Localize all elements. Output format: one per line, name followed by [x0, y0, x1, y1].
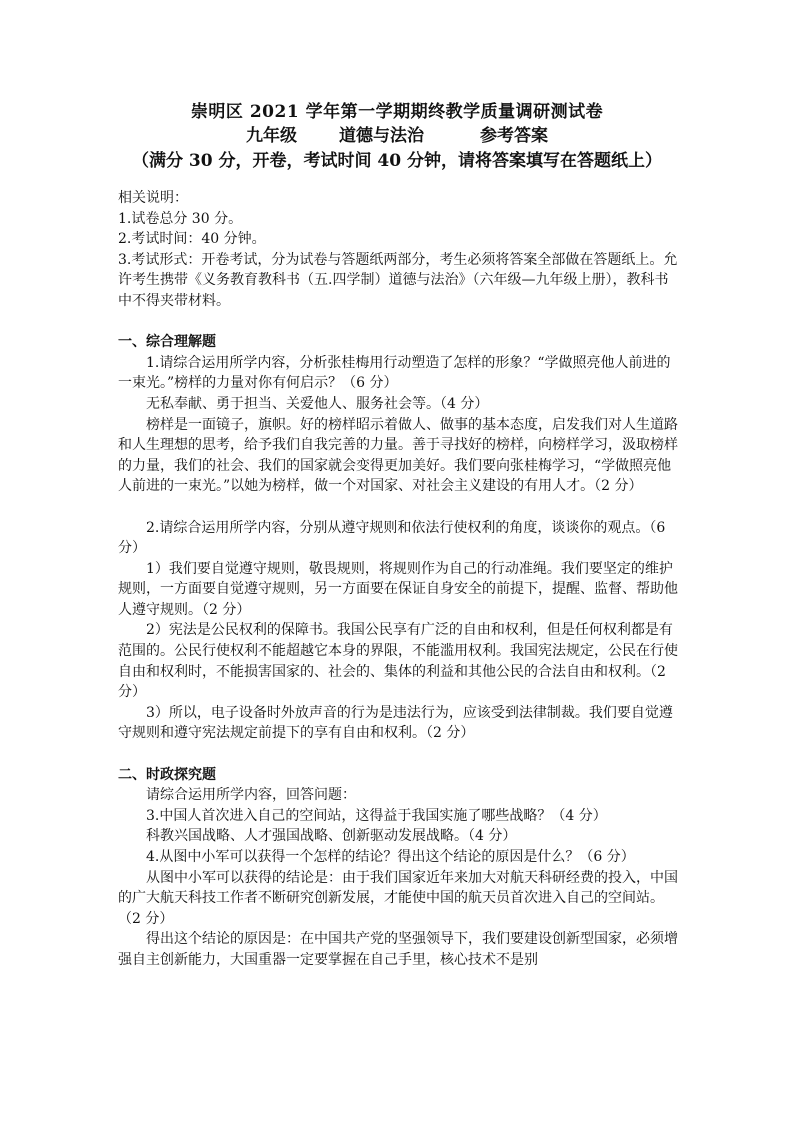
- answer-4-part2: 得出这个结论的原因是：在中国共产党的坚强领导下，我们要建设创新型国家，必须增强自主创新能力，大国重器一定要掌握在自己手里，核心技术不是别: [118, 931, 678, 968]
- answer-1-part1: 无私奉献、勇于担当、关爱他人、服务社会等。（4 分）: [146, 395, 489, 412]
- answer-2-part2: 2）宪法是公民权利的保障书。我国公民享有广泛的自由和权利，但是任何权利都是有范围的。公民行使权利不能超越它本身的界限，不能滥用权利。我国宪法规定，公民在行使自由和权利时，不能损害国家的、社会的、集体的利益和其他公民的合法自由和权利。（2 分）: [118, 622, 678, 701]
- exam-note: （满分 30 分，开卷，考试时间 40 分钟，请将答案填写在答题纸上）: [132, 151, 662, 171]
- question-1: 1.请综合运用所学内容，分析张桂梅用行动塑造了怎样的形象？“学做照亮他人前进的一束光。”榜样的力量对你有何启示？（6 分）: [118, 354, 671, 392]
- question-3: 3.中国人首次进入自己的空间站，这得益于我国实施了哪些战略？（4 分）: [146, 807, 607, 824]
- answer-1-part2: 榜样是一面镜子，旗帜。好的榜样昭示着做人、做事的基本态度，启发我们对人生道路和人生理想的思考，给予我们自我完善的力量。善于寻找好的榜样，向榜样学习，汲取榜样的力量，我们的社会、我们的国家就会变得更加美好。我们要向张桂梅学习，“学做照亮他人前进的一束光。”以她为榜样，做一个对国家、对社会主义建设的有用人才。（2 分）: [118, 416, 678, 495]
- section-heading: 二、时政探究题: [118, 766, 216, 783]
- subject-label: 道德与法治: [339, 126, 424, 146]
- doc-type-label: 参考答案: [480, 126, 548, 146]
- document-title: 崇明区 2021 学年第一学期期终教学质量调研测试卷: [190, 102, 604, 122]
- notes-item: 2.考试时间：40 分钟。: [118, 231, 266, 248]
- notes-item: 1.试卷总分 30 分。: [118, 210, 243, 227]
- question-2: 2.请综合运用所学内容，分别从遵守规则和依法行使权利的角度，谈谈你的观点。（6 分）: [118, 519, 666, 557]
- answer-4-part1: 从图中小军可以获得的结论是：由于我们国家近年来加大对航天科研经费的投入，中国的广大航天科技工作者不断研究创新发展，才能使中国的航天员首次进入自己的空间站。（2 分）: [118, 869, 678, 927]
- document-subtitle: [0, 121, 794, 146]
- document-body: [118, 188, 678, 971]
- answer-2-part1: 1）我们要自觉遵守规则，敬畏规则，将规则作为自己的行动准绳。我们要坚定的维护规则，一方面要自觉遵守规则，另一方面要在保证自身安全的前提下，提醒、监督、帮助他人遵守规则。（2 分）: [118, 560, 678, 618]
- section-intro: 请综合运用所学内容，回答问题：: [146, 787, 356, 804]
- grade-label: 九年级: [246, 126, 297, 146]
- notes-heading: 相关说明：: [118, 190, 188, 206]
- section-heading: 一、综合理解题: [118, 334, 216, 351]
- notes-item: 3.考试形式：开卷考试，分为试卷与答题纸两部分，考生必须将答案全部做在答题纸上。允许考生携带《义务教育教科书（五.四学制）道德与法治》（六年级—九年级上册），教科书中不得夹带材料。: [118, 251, 678, 309]
- question-4: 4.从图中小军可以获得一个怎样的结论？得出这个结论的原因是什么？（6 分）: [146, 849, 635, 865]
- answer-3: 科教兴国战略、人才强国战略、创新驱动发展战略。（4 分）: [146, 828, 517, 845]
- answer-2-part3: 3）所以，电子设备时外放声音的行为是违法行为，应该受到法律制裁。我们要自觉遵守规则和遵守宪法规定前提下的享有自由和权利。（2 分）: [118, 704, 673, 742]
